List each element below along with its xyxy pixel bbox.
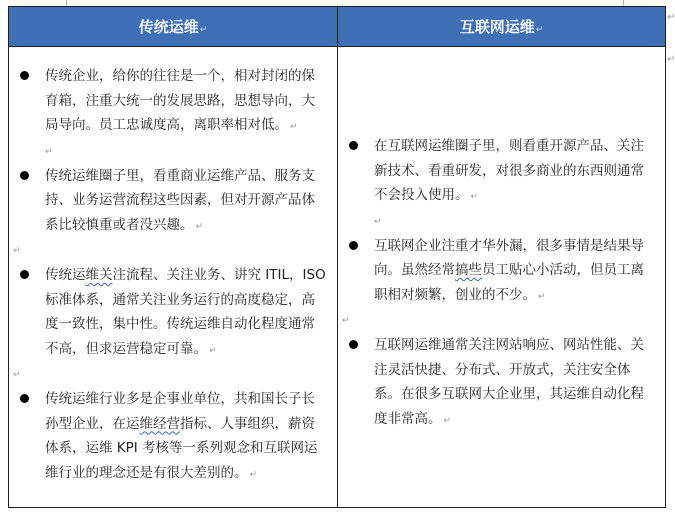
internet-item-1: 在互联网运维圈子里，则看重开源产品、关注新技术、看重研发，对很多商业的东西则通常不会投入使用。 ↵ xyxy=(338,134,665,210)
row-end-mark-body: ↵ xyxy=(667,54,675,65)
empty-paragraph: ↵ xyxy=(45,146,53,157)
traditional-item-4: 传统运维行业多是企事业单位，共和国长子长孙型企业，在运维经营指标、人事组织，薪资体系，运维 KPI 考核等一系列观念和互联网运维行业的理念还是有很大差别的。 ↵ xyxy=(9,387,337,487)
body-row xyxy=(9,47,666,508)
traditional-ops-cell xyxy=(9,47,338,508)
internet-item-2: 互联网企业注重才华外漏，很多事情是结果导向。虽然经常搞些员工贴心小活动，但员工离职相对频繁，创业的不少。 ↵ xyxy=(338,234,665,310)
traditional-item-3: 传统运维关注流程、关注业务、讲究 ITIL，ISO 标准体系，通常关注业务运行的高度稳定，高度一致性，集中性。传统运维自动化程度通常不高，但求运营稳定可靠。 ↵ xyxy=(9,263,337,363)
internet-item-3: 互联网运维通常关注网站响应、网站性能、关注灵活快捷、分布式、开放式，关注安全体系。在很多互联网大企业里，其运维自动化程度非常高。 ↵ xyxy=(338,333,665,433)
bullet-icon xyxy=(349,241,358,250)
bullet-icon xyxy=(20,394,29,403)
empty-paragraph: ↵ xyxy=(342,316,350,326)
comparison-table xyxy=(8,6,666,508)
header-row xyxy=(9,7,666,47)
spellcheck-underline: 维经营 xyxy=(139,415,180,432)
empty-paragraph: ↵ xyxy=(13,370,21,380)
bullet-icon xyxy=(349,340,358,349)
bullet-icon xyxy=(20,71,29,80)
bullet-icon xyxy=(20,270,29,279)
traditional-item-1: 传统企业，给你的往往是一个，相对封闭的保育箱，注重大统一的发展思路，思想导向，大局导向。员工忠诚度高，离职率相对低。 ↵ xyxy=(9,64,337,140)
header-internet-ops: 互联网运维↵ xyxy=(338,7,666,47)
bullet-icon xyxy=(20,171,29,180)
row-end-mark-header: ↵ xyxy=(667,12,675,23)
internet-ops-cell xyxy=(338,47,666,508)
empty-paragraph: ↵ xyxy=(374,216,382,227)
traditional-item-2: 传统运维圈子里，看重商业运维产品、服务支持、业务运营流程这些因素，但对开源产品体系比较慎重或者没兴趣。 ↵ xyxy=(9,164,337,240)
empty-paragraph: ↵ xyxy=(13,246,21,256)
spellcheck-underline: 搞些 xyxy=(455,262,482,278)
spellcheck-underline: 维关 xyxy=(85,267,113,283)
header-traditional-ops: 传统运维↵ xyxy=(9,7,338,47)
bullet-icon xyxy=(349,141,358,150)
